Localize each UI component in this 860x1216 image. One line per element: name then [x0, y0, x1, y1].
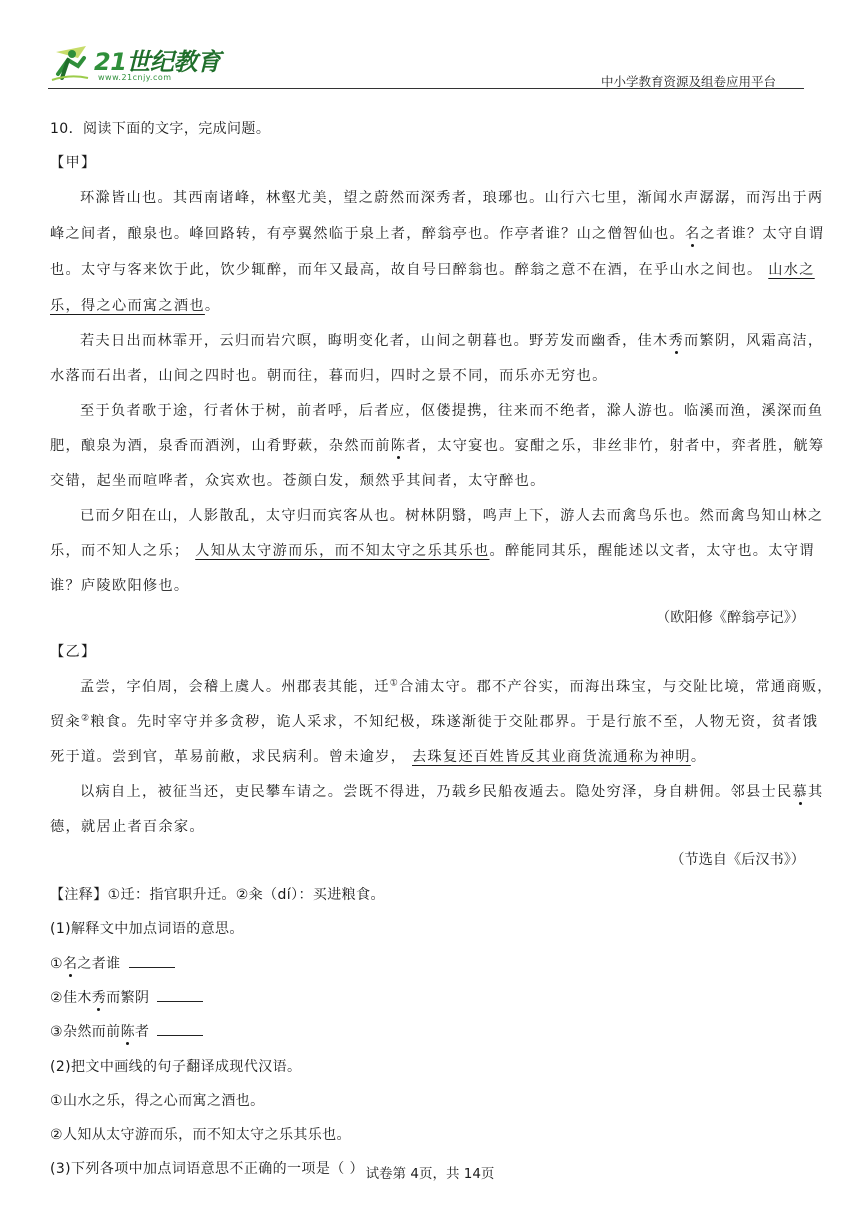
passage-line: 至于负者歌于途，行者休于树，前者呼，后者应，伛偻提携，往来而不绝者，滁人游也。临溪而渔，溪深而鱼 [80, 403, 824, 419]
passage-line: 乐，得之心而寓之酒也。 [50, 298, 221, 314]
subquestion-2-item: ②人知从太守游而乐，而不知太守之乐其乐也。 [50, 1127, 351, 1143]
page-header [48, 40, 804, 92]
dotted-word: 陈 [390, 438, 407, 454]
passage-line: 以病自上，被征当还，吏民攀车请之。尝既不得进，乃载乡民船夜遁去。隐处穷泽，身自耕佣。邻县士民慕其 [80, 784, 824, 800]
passage-line: 德，就居止者百余家。 [50, 819, 205, 835]
logo [48, 40, 248, 90]
dotted-word: 名 [685, 226, 701, 242]
passage-line: 贸籴②粮食。先时宰守并多贪秽，诡人采求，不知纪极，珠遂渐徙于交阯郡界。于是行旅不至，人物无资，贫者饿 [50, 713, 819, 730]
subquestion-1-item: ③杂然而前陈者 [50, 1021, 203, 1041]
passage-line: 交错，起坐而喧哗者，众宾欢也。苍颜白发，颓然乎其间者，太守醉也。 [50, 473, 546, 489]
passage-line: 峰之间者，酿泉也。峰回路转，有亭翼然临于泉上者，醉翁亭也。作亭者谁？山之僧智仙也。名之者谁？太守自谓 [50, 226, 825, 242]
passage-line: 谁？庐陵欧阳修也。 [50, 578, 190, 594]
dotted-word: 秀 [668, 333, 685, 349]
underlined-sentence: 山水之 [768, 262, 815, 278]
answer-blank[interactable] [129, 955, 175, 968]
source-citation: （欧阳修《醉翁亭记》） [656, 610, 805, 626]
passage-line: 已而夕阳在山，人影散乱，太守归而宾客从也。树林阴翳，鸣声上下，游人去而禽鸟乐也。然而禽鸟知山林之 [80, 508, 824, 524]
question-title: 10．阅读下面的文字，完成问题。 [50, 121, 271, 137]
section-label-yi: 【乙】 [50, 644, 97, 660]
passage-line: 肥，酿泉为酒，泉香而酒洌，山肴野蔌，杂然而前陈者，太守宴也。宴酣之乐，非丝非竹，射者中，弈者胜，觥筹 [50, 438, 825, 454]
logo-url: www.21cnjy.com [98, 73, 172, 82]
subquestion-2-item: ①山水之乐，得之心而寓之酒也。 [50, 1093, 265, 1109]
passage-line: 水落而石出者，山间之四时也。朝而往，暮而归，四时之景不同，而乐亦无穷也。 [50, 368, 608, 384]
dotted-word: 慕 [792, 784, 808, 800]
runner-logo-icon [48, 44, 92, 84]
answer-blank[interactable] [157, 1023, 203, 1036]
passage-line: 若夫日出而林霏开，云归而岩穴暝，晦明变化者，山间之朝暮也。野芳发而幽香，佳木秀而繁阴，风霜高洁， [80, 333, 824, 349]
subquestion-2: (2)把文中画线的句子翻译成现代汉语。 [50, 1059, 302, 1075]
underlined-sentence: 人知从太守游而乐，而不知太守之乐其乐也 [195, 543, 490, 559]
subquestion-1-item: ①名之者谁 [50, 953, 175, 973]
passage-line: 死于道。尝到官，革易前敝，求民病利。曾未逾岁， 去珠复还百姓皆反其业商货流通称为神明。 [50, 749, 707, 765]
header-platform-text: 中小学教育资源及组卷应用平台 [600, 74, 776, 89]
passage-line: 乐，而不知人之乐； 人知从太守游而乐，而不知太守之乐其乐也。醉能同其乐，醒能述以文者，太守也。太守谓 [50, 543, 815, 559]
source-citation: （节选自《后汉书》） [670, 852, 805, 868]
annotation-note: 【注释】①迁：指官职升迁。②籴（dí）：买进粮食。 [50, 887, 385, 903]
passage-line: 环滁皆山也。其西南诸峰，林壑尤美，望之蔚然而深秀者，琅琊也。山行六七里，渐闻水声潺潺，而泻出于两 [80, 190, 824, 206]
subquestion-1: (1)解释文中加点词语的意思。 [50, 921, 244, 937]
underlined-sentence: 去珠复还百姓皆反其业商货流通称为神明 [412, 749, 691, 765]
subquestion-1-item: ②佳木秀而繁阴 [50, 987, 203, 1007]
underlined-sentence: 乐，得之心而寓之酒也 [50, 298, 205, 314]
logo-text: 21世纪教育 [94, 48, 221, 76]
passage-line: 孟尝，字伯周，会稽上虞人。州郡表其能，迁①合浦太守。郡不产谷实，而海出珠宝，与交阯比境，常通商贩， [80, 678, 833, 695]
header-divider [48, 88, 804, 89]
page-footer: 试卷第 4页，共 14页 [365, 1166, 495, 1182]
passage-line: 也。太守与客来饮于此，饮少辄醉，而年又最高，故自号曰醉翁也。醉翁之意不在酒，在乎山水之间也。 山水之 [50, 262, 815, 278]
section-label-jia: 【甲】 [50, 155, 97, 171]
subquestion-3: (3)下列各项中加点词语意思不正确的一项是（ ） [50, 1161, 364, 1177]
answer-blank[interactable] [157, 989, 203, 1002]
